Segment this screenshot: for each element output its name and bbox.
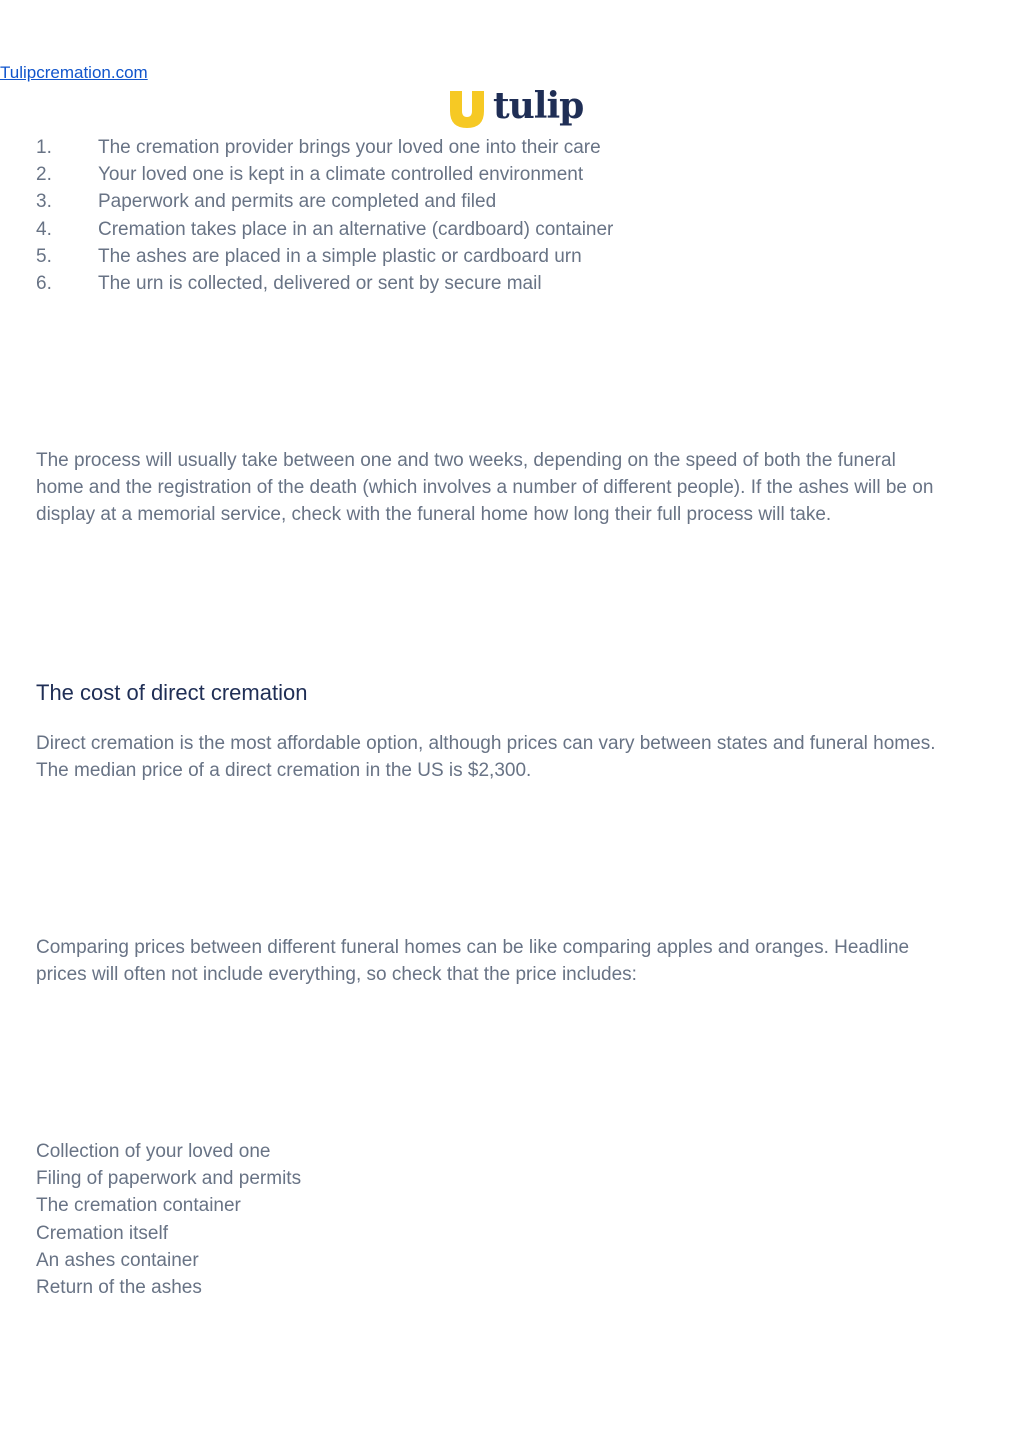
- site-link[interactable]: Tulipcremation.com: [0, 63, 148, 82]
- step-text: Cremation takes place in an alternative (cardboard) container: [98, 218, 614, 240]
- step-text: Your loved one is kept in a climate controlled environment: [98, 164, 584, 186]
- list-item: Return of the ashes: [36, 1277, 202, 1299]
- tulip-mark-icon: [449, 89, 485, 129]
- step-number: 4.: [36, 218, 52, 240]
- list-item: [36, 243, 613, 270]
- compare-prices-paragraph: [36, 934, 909, 988]
- list-item: Cremation itself: [36, 1222, 168, 1244]
- paragraph-line: Direct cremation is the most affordable option, although prices can vary between states and funeral homes.: [36, 733, 936, 754]
- paragraph-line: prices will often not include everything, so check that the price includes:: [36, 964, 637, 986]
- step-number: 1.: [36, 137, 52, 158]
- list-item: Filing of paperwork and permits: [36, 1168, 302, 1190]
- paragraph-line: The process will usually take between one and two weeks, depending on the speed of both the funeral: [36, 450, 896, 471]
- step-number: 2.: [36, 164, 52, 186]
- logo-wordmark: tulip: [493, 85, 584, 127]
- paragraph-line: Comparing prices between different funeral homes can be like comparing apples and oranges. Headline: [36, 937, 910, 958]
- step-number: 5.: [36, 245, 52, 267]
- step-text: The urn is collected, delivered or sent by secure mail: [98, 273, 542, 295]
- step-text: Paperwork and permits are completed and filed: [98, 191, 497, 213]
- paragraph-line: home and the registration of the death (which involves a number of different people). If the ashes will be on: [36, 477, 934, 499]
- step-number: 6.: [36, 273, 52, 295]
- list-item: Collection of your loved one: [36, 1141, 271, 1162]
- list-item: [36, 270, 613, 297]
- list-item: [36, 188, 613, 215]
- process-duration-paragraph: [36, 447, 933, 529]
- step-text: The cremation provider brings your loved one into their care: [98, 137, 601, 158]
- cost-heading: The cost of direct cremation: [36, 680, 308, 705]
- list-item: [36, 161, 613, 188]
- list-item: [36, 134, 613, 161]
- list-item: The cremation container: [36, 1195, 241, 1217]
- step-text: The ashes are placed in a simple plastic or cardboard urn: [98, 245, 582, 267]
- cost-paragraph: [36, 730, 935, 784]
- paragraph-line: The median price of a direct cremation in the US is $2,300.: [36, 760, 532, 782]
- paragraph-line: display at a memorial service, check with the funeral home how long their full process will take.: [36, 504, 832, 526]
- process-steps-list: [36, 134, 613, 297]
- price-includes-list: [36, 1138, 301, 1301]
- step-number: 3.: [36, 191, 52, 213]
- list-item: An ashes container: [36, 1249, 199, 1271]
- list-item: [36, 216, 613, 243]
- tulip-logo: [449, 85, 584, 130]
